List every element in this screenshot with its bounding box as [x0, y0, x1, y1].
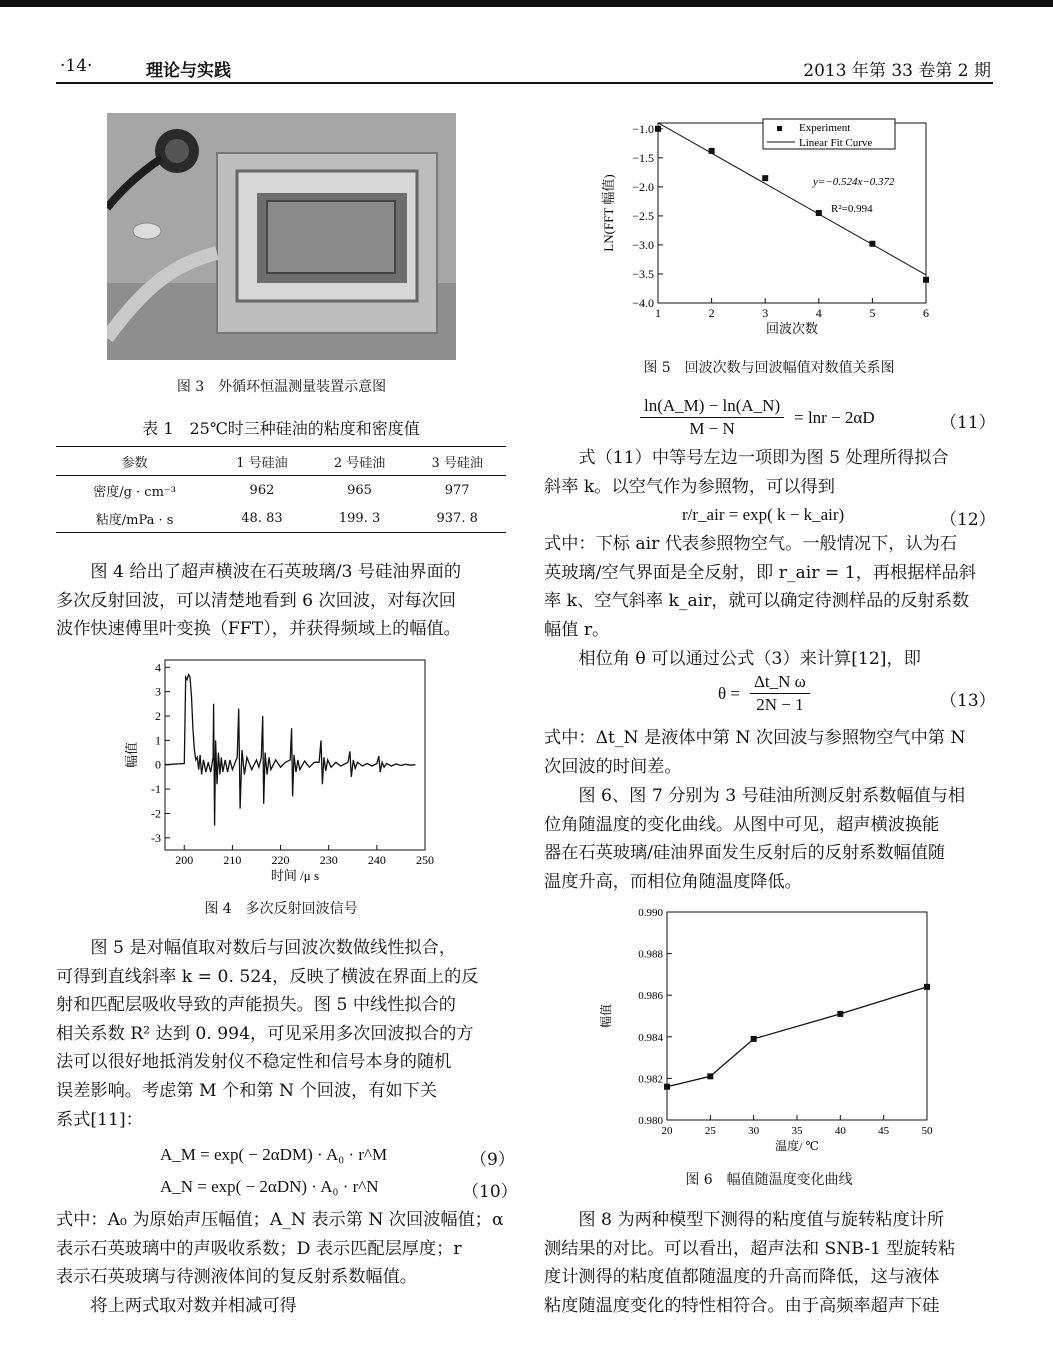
x-tick-label: 250	[416, 853, 434, 867]
text-line: 图 8 为两种模型下测得的粘度值与旋转粘度计所	[578, 1210, 945, 1230]
x-tick-label: 25	[704, 1125, 716, 1137]
right-paragraph-4	[544, 724, 994, 781]
table-cell: 977	[444, 482, 470, 498]
y-tick-label: -2	[151, 806, 161, 821]
text-line: 式（11）中等号左边一项即为图 5 处理所得拟合	[578, 448, 949, 468]
text-line: 误差影响。考虑第 M 个和第 N 个回波，有如下关	[56, 1080, 438, 1101]
equation-12-number: （12）	[940, 510, 996, 530]
y-tick-label: 1	[155, 733, 161, 748]
y-tick-label: −3.0	[632, 237, 654, 252]
table1-header-row	[56, 447, 506, 476]
equation-12: r/r_air = exp( k − k_air)	[682, 505, 845, 524]
y-tick-label: 0.988	[638, 948, 663, 961]
equation-11-number: （11）	[940, 413, 996, 433]
x-tick-label: 50	[921, 1125, 933, 1137]
legend-label-experiment: Experiment	[799, 122, 851, 134]
right-paragraph-6	[544, 1206, 994, 1320]
left-paragraph-2	[56, 934, 506, 1134]
fig5-chart	[595, 115, 995, 355]
amplitude-point	[751, 1036, 757, 1042]
text-line: 表示石英玻璃中的声吸收系数；D 表示匹配层厚度；r	[56, 1238, 462, 1259]
x-tick-label: 240	[367, 853, 386, 867]
plot-frame	[658, 123, 926, 303]
equation-10-number: （10）	[462, 1182, 518, 1202]
text-line: 英玻璃/空气界面是全反射，即 r_air = 1，再根据样品斜	[544, 562, 977, 583]
x-tick-label: 6	[923, 306, 929, 320]
table-cell: 962	[249, 482, 275, 498]
x-tick-label: 30	[748, 1125, 760, 1137]
table1	[56, 446, 506, 533]
y-axis-label: 幅值	[124, 741, 139, 769]
equation-13-number: （13）	[940, 691, 996, 711]
x-axis-label: 时间 /μ s	[270, 868, 320, 883]
x-tick-label: 1	[655, 306, 661, 320]
y-tick-label: 0.982	[638, 1073, 663, 1086]
equation-11	[640, 396, 875, 439]
y-tick-label: 0	[155, 757, 161, 772]
amplitude-point	[707, 1073, 713, 1079]
r-squared-annotation: R²=0.994	[831, 203, 873, 215]
text-line: 温度升高，而相位角随温度降低。	[544, 871, 802, 892]
right-paragraph-5	[544, 782, 994, 896]
y-axis-label: 幅值	[599, 1003, 613, 1029]
plot-frame	[165, 660, 425, 850]
text-line: 位角随温度的变化曲线。从图中可见，超声横波换能	[544, 814, 940, 835]
table1-header-cell: 3 号硅油	[431, 455, 483, 471]
y-tick-label: 4	[155, 660, 161, 675]
experiment-point	[816, 210, 822, 216]
y-tick-label: −2.0	[632, 179, 654, 194]
text-line: 多次反射回波，可以清楚地看到 6 次回波，对每次回	[56, 590, 456, 611]
table-row	[56, 504, 506, 533]
y-tick-label: −2.5	[632, 208, 654, 223]
text-line: 系式[11]：	[56, 1109, 143, 1130]
eq13-denominator: 2N − 1	[756, 695, 804, 714]
y-tick-label: 2	[155, 709, 161, 724]
experiment-point	[655, 126, 661, 132]
legend-label-fit: Linear Fit Curve	[799, 137, 873, 149]
eq13-fraction	[750, 672, 810, 715]
table-cell: 965	[347, 482, 372, 498]
plot-frame	[667, 912, 927, 1120]
y-tick-label: 0.986	[638, 990, 663, 1003]
table1-header-cell: 参数	[121, 455, 148, 471]
fig5-caption: 图 5 回波次数与回波幅值对数值关系图	[643, 360, 895, 376]
table1-header-cell: 1 号硅油	[236, 455, 288, 471]
x-tick-label: 230	[319, 853, 338, 867]
text-line: 斜率 k。以空气作为参照物，可以得到	[544, 476, 835, 497]
experiment-point	[923, 277, 929, 283]
right-paragraph-2	[544, 530, 994, 644]
experiment-point	[869, 241, 875, 247]
text-line: 波作快速傅里叶变换（FFT），并获得频域上的幅值。	[56, 619, 461, 640]
header-rule	[56, 82, 993, 84]
table1-header-cell: 2 号硅油	[333, 455, 386, 471]
text-line: 图 5 是对幅值取对数后与回波次数做线性拟合，	[90, 938, 457, 958]
table-row	[56, 476, 506, 505]
text-line: 可得到直线斜率 k = 0. 524，反映了横波在界面上的反	[56, 966, 479, 987]
fig3-photo	[107, 113, 456, 360]
amplitude-point	[664, 1084, 670, 1090]
x-tick-label: 35	[791, 1125, 803, 1137]
x-tick-label: 20	[661, 1125, 673, 1137]
right-paragraph-3: 相位角 θ 可以通过公式（3）来计算[12]，即	[578, 649, 921, 669]
eq13-numerator: Δt_N ω	[750, 672, 810, 694]
y-tick-label: 0.990	[638, 907, 663, 919]
text-line: 法可以很好地抵消发射仪不稳定性和信号本身的随机	[56, 1052, 452, 1073]
journal-issue: 2013 年第 33 卷第 2 期	[803, 61, 991, 81]
table-cell: 粘度/mPa · s	[95, 512, 174, 528]
amplitude-line	[667, 987, 927, 1087]
fig4-chart	[120, 652, 450, 892]
equation-13	[718, 672, 810, 715]
equation-9-number: （9）	[470, 1150, 515, 1170]
table-cell: 密度/g · cm⁻³	[93, 484, 176, 500]
equation-10: A_N = exp( − 2αDN) · A₀ · r^N	[160, 1177, 379, 1196]
amplitude-point	[837, 1011, 843, 1017]
text-line: 图 4 给出了超声横波在石英玻璃/3 号硅油界面的	[90, 562, 462, 582]
amplitude-point	[924, 984, 930, 990]
text-line: 相关系数 R² 达到 0. 994，可见采用多次回波拟合的方	[56, 1023, 474, 1044]
x-axis-label: 回波次数	[765, 321, 819, 336]
x-tick-label: 3	[762, 306, 769, 320]
eq11-numerator: ln(A_M) − ln(A_N)	[640, 396, 784, 418]
x-tick-label: 210	[223, 853, 242, 867]
text-line: 式中：Δt_N 是液体中第 N 次回波与参照物空气中第 N	[544, 728, 966, 748]
fig3-caption: 图 3 外循环恒温测量装置示意图	[176, 379, 387, 395]
y-tick-label: 0.984	[638, 1031, 663, 1044]
text-line: 表示石英玻璃与待测液体间的复反射系数幅值。	[56, 1267, 417, 1288]
journal-section: 理论与实践	[146, 61, 231, 81]
right-paragraph-1	[544, 444, 994, 501]
legend-marker-experiment	[777, 126, 782, 131]
y-axis-label: LN(FFT 幅值)	[601, 174, 616, 252]
text-line: 率 k、空气斜率 k_air，就可以确定待测样品的反射系数	[544, 591, 970, 612]
x-tick-label: 220	[271, 853, 290, 867]
text-line: 式中：下标 air 代表参照物空气。一般情况下，认为石	[544, 534, 958, 554]
fig4-caption: 图 4 多次反射回波信号	[204, 901, 358, 917]
text-line: 测结果的对比。可以看出，超声法和 SNB-1 型旋转粘	[544, 1238, 956, 1259]
y-tick-label: −4.0	[632, 296, 654, 310]
left-paragraph-3	[56, 1206, 506, 1292]
y-tick-label: 3	[155, 684, 161, 699]
y-tick-label: −1.0	[632, 121, 654, 136]
experiment-point	[762, 175, 768, 181]
x-tick-label: 200	[175, 853, 194, 867]
y-tick-label: −1.5	[632, 150, 654, 165]
x-tick-label: 40	[834, 1125, 846, 1137]
x-tick-label: 45	[878, 1125, 890, 1137]
fig3-photo-drawing	[107, 113, 456, 360]
text-line: 图 6、图 7 分别为 3 号硅油所测反射系数幅值与相	[578, 786, 966, 806]
x-tick-label: 5	[869, 306, 876, 320]
table-cell: 937. 8	[436, 510, 478, 526]
eq11-fraction	[640, 396, 784, 439]
text-line: 式中：A₀ 为原始声压幅值；A_N 表示第 N 次回波幅值；α	[56, 1210, 504, 1230]
fit-equation-annotation: y=−0.524x−0.372	[813, 176, 895, 188]
text-line: 粘度随温度变化的特性相符合。由于高频率超声下硅	[544, 1295, 940, 1316]
y-tick-label: −3.5	[632, 266, 654, 281]
y-tick-label: -1	[151, 782, 161, 797]
y-tick-label: 0.980	[638, 1115, 663, 1127]
text-line: 射和匹配层吸收导致的声能损失。图 5 中线性拟合的	[56, 995, 456, 1016]
x-axis-label: 温度/ ℃	[775, 1139, 819, 1153]
experiment-point	[709, 148, 715, 154]
eq11-denominator: M − N	[689, 419, 735, 438]
fig6-caption: 图 6 幅值随温度变化曲线	[685, 1172, 853, 1188]
left-paragraph-1	[56, 558, 506, 644]
fig6-chart	[590, 902, 950, 1164]
echo-signal-line	[165, 675, 415, 826]
text-line: 幅值 r。	[544, 619, 610, 640]
top-border	[0, 0, 1053, 7]
x-tick-label: 2	[708, 306, 715, 320]
table1-title: 表 1 25℃时三种硅油的粘度和密度值	[142, 419, 420, 438]
table-cell: 48. 83	[241, 510, 283, 526]
eq13-lhs: θ =	[718, 683, 740, 703]
page-number: ·14·	[60, 56, 93, 76]
equation-9: A_M = exp( − 2αDM) · A₀ · r^M	[160, 1145, 388, 1164]
x-tick-label: 4	[815, 306, 822, 320]
text-line: 次回波的时间差。	[544, 756, 682, 777]
text-line: 度计测得的粘度值都随温度的升高而降低，这与液体	[544, 1267, 940, 1288]
left-paragraph-4: 将上两式取对数并相减可得	[90, 1296, 297, 1316]
text-line: 器在石英玻璃/硅油界面发生反射后的反射系数幅值随	[544, 843, 946, 864]
eq11-rhs: = lnr − 2αD	[794, 407, 875, 427]
table-cell: 199. 3	[338, 510, 381, 526]
y-tick-label: -3	[151, 830, 161, 845]
